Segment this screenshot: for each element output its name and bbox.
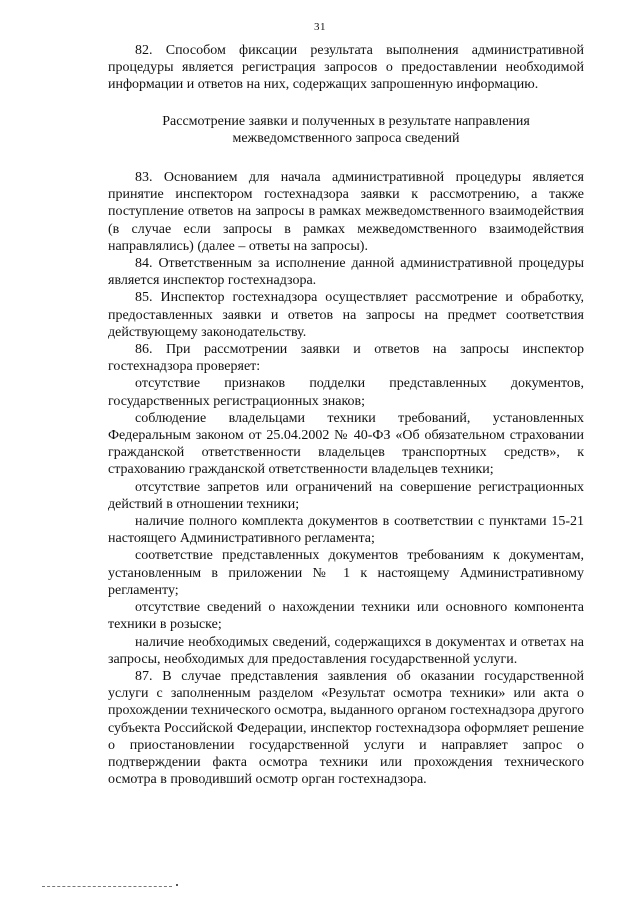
document-body [108, 42, 584, 788]
paragraph-83: 83. Основанием для начала административной процедуры является принятие инспектором гостехнадзора заявки к рассмотрению, а также поступление ответов на запросы в рамках межведомственного взаимодействия (в случае если запросы в рамках межведомственного взаимодействия направлялись) (далее – ответы на запросы). [108, 170, 584, 254]
footer-divider [42, 886, 172, 887]
check-item-insurance: соблюдение владельцами техники требований, установленных Федеральным законом от 25.04.2002 № 40-ФЗ «Об обязательном страховании гражданской ответственности владельцев транспортных средств», к страхованию гражданской ответственности владельцев техники; [108, 410, 584, 478]
paragraph-82: 82. Способом фиксации результата выполнения административной процедуры является регистрация запросов о предоставлении необходимой информации и ответов на них, содержащих запрошенную информацию. [108, 43, 584, 93]
check-item-information: наличие необходимых сведений, содержащихся в документах и ответах на запросы, необходимых для предоставления государственной услуги. [108, 634, 584, 667]
paragraph-84: 84. Ответственным за исполнение данной административной процедуры является инспектор гостехнадзора. [108, 256, 584, 289]
check-item-documents: наличие полного комплекта документов в соответствии с пунктами 15-21 настоящего Административного регламента; [108, 514, 584, 547]
check-item-forgery: отсутствие признаков подделки представленных документов, государственных регистрационных знаков; [108, 376, 584, 409]
paragraph-87: 87. В случае представления заявления об оказании государственной услуги с заполненным разделом «Результат осмотра техники» или акта о прохождении технического осмотра, выданного органом гостехнадзора другого субъекта Российской Федерации, инспектор гостехнадзора оформляет решение о приостановлении государственной услуги и направляет запрос о подтверждении факта осмотра техники или прохождения технического осмотра в проводивший осмотр орган гостехнадзора. [108, 668, 584, 788]
check-item-restrictions: отсутствие запретов или ограничений на совершение регистрационных действий в отношении техники; [108, 479, 584, 512]
check-item-wanted: отсутствие сведений о нахождении техники или основного компонента техники в розыске; [108, 600, 584, 633]
footer-mark [176, 884, 178, 886]
paragraph-86: 86. При рассмотрении заявки и ответов на запросы инспектор гостехнадзора проверяет: [108, 342, 584, 375]
page-number: 31 [314, 21, 326, 33]
check-item-requirements: соответствие представленных документов требованиям к документам, установленным в приложении № 1 к настоящему Административному регламенту; [108, 548, 584, 598]
paragraph-85: 85. Инспектор гостехнадзора осуществляет рассмотрение и обработку, предоставленных заявки и ответов на запросы на предмет соответствия действующему законодательству. [108, 290, 584, 340]
section-heading: Рассмотрение заявки и полученных в результате направления межведомственного запроса сведений [162, 113, 530, 146]
